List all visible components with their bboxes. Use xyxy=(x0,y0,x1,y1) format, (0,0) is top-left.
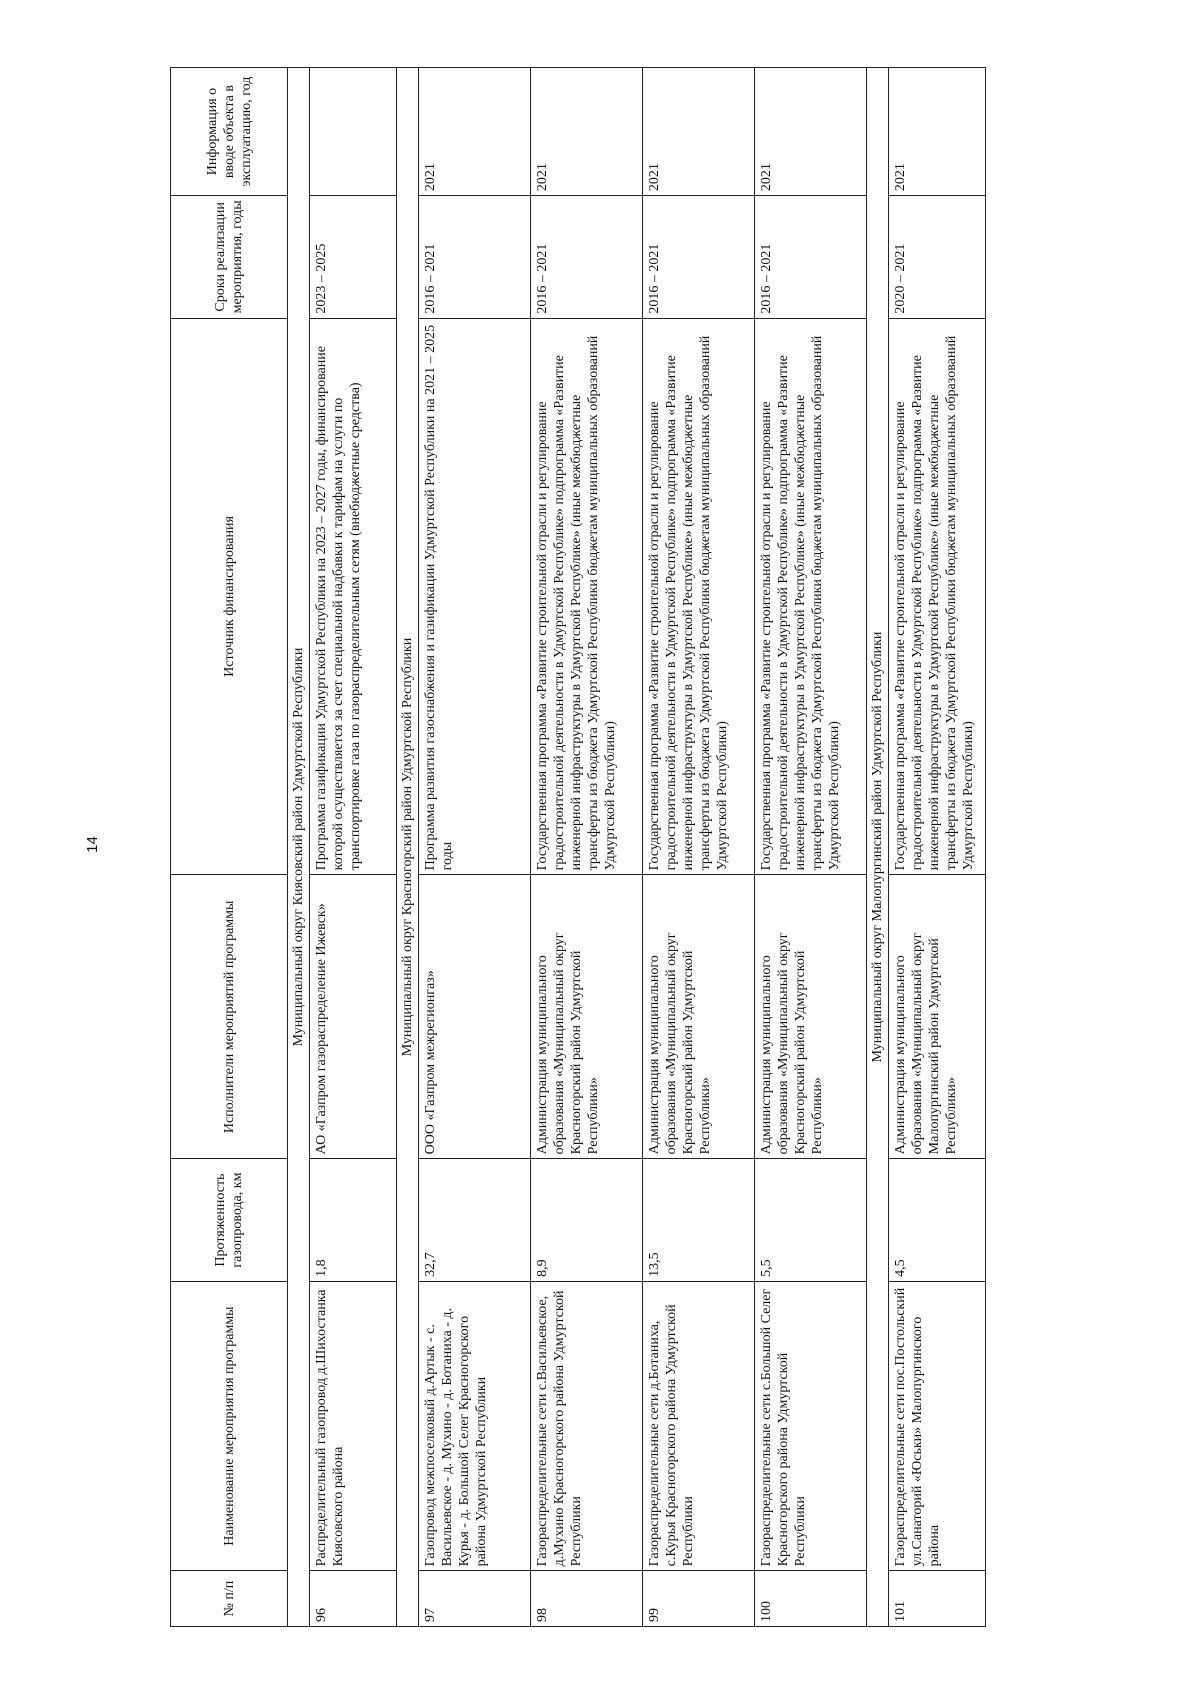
table-row xyxy=(889,68,986,1627)
cell-period: 2016 – 2021 xyxy=(755,196,867,318)
cell-source: Государственная программа «Развитие строительной отрасли и регулирование градостроительной деятельности в Удмуртской Республике» подпрограмма «Развитие инженерной инфраструктуры в Удмуртской Республике» (иные межбюджетные трансферты из бюджета Удмуртской Республики бюджетам муниципальных образований Удмуртской Республики) xyxy=(643,318,755,875)
cell-name: Газораспределительные сети пос.Постольский ул.Санаторий «Юськи» Малопургинского района xyxy=(889,1281,986,1571)
cell-executor: ООО «Газпром межрегионгаз» xyxy=(419,875,531,1159)
header-num: № п/п xyxy=(171,1571,288,1627)
rotated-table-container xyxy=(170,67,1090,1627)
header-source: Источник финансирования xyxy=(171,318,288,875)
cell-name: Газораспределительные сети с.Васильевское, д.Мухино Красногорского района Удмуртской Республики xyxy=(531,1281,643,1571)
cell-commission: 2021 xyxy=(889,68,986,196)
table-row xyxy=(755,68,867,1627)
cell-name: Газораспределительные сети д.Ботаниха, с.Курья Красногорского района Удмуртской Республики xyxy=(643,1281,755,1571)
table-row xyxy=(419,68,531,1627)
cell-executor: АО «Газпром газораспределение Ижевск» xyxy=(310,875,397,1159)
cell-commission: 2021 xyxy=(531,68,643,196)
header-length: Протяженность газопровода, км xyxy=(171,1159,288,1281)
cell-name: Газораспределительные сети с.Большой Селег Красногорского района Удмуртской Республики xyxy=(755,1281,867,1571)
section-row xyxy=(867,68,889,1627)
cell-length: 8,9 xyxy=(531,1159,643,1281)
page-number: 14 xyxy=(83,836,101,853)
cell-name: Распределительный газопровод д.Шихостанка Киясовского района xyxy=(310,1281,397,1571)
cell-source: Государственная программа «Развитие строительной отрасли и регулирование градостроительной деятельности в Удмуртской Республике» подпрограмма «Развитие инженерной инфраструктуры в Удмуртской Республике» (иные межбюджетные трансферты из бюджета Удмуртской Республики бюджетам муниципальных образований Удмуртской Республики) xyxy=(755,318,867,875)
cell-length: 5,5 xyxy=(755,1159,867,1281)
cell-commission: 2021 xyxy=(755,68,867,196)
section-row xyxy=(397,68,419,1627)
cell-executor: Администрация муниципального образования «Муниципальный округ Красногорский район Удмуртской Республики» xyxy=(755,875,867,1159)
gasification-table xyxy=(170,67,986,1627)
cell-executor: Администрация муниципального образования «Муниципальный округ Красногорский район Удмуртской Республики» xyxy=(643,875,755,1159)
table-row xyxy=(531,68,643,1627)
cell-num: 97 xyxy=(419,1571,531,1627)
cell-length: 13,5 xyxy=(643,1159,755,1281)
cell-length: 32,7 xyxy=(419,1159,531,1281)
table-row xyxy=(310,68,397,1627)
cell-period: 2016 – 2021 xyxy=(531,196,643,318)
cell-num: 99 xyxy=(643,1571,755,1627)
cell-commission: 2021 xyxy=(419,68,531,196)
cell-source: Государственная программа «Развитие строительной отрасли и регулирование градостроительной деятельности в Удмуртской Республике» подпрограмма «Развитие инженерной инфраструктуры в Удмуртской Республике» (иные межбюджетные трансферты из бюджета Удмуртской Республики бюджетам муниципальных образований Удмуртской Республики) xyxy=(889,318,986,875)
cell-commission xyxy=(310,68,397,196)
header-commission: Информация о вводе объекта в эксплуатацию, год xyxy=(171,68,288,196)
cell-length: 4,5 xyxy=(889,1159,986,1281)
cell-executor: Администрация муниципального образования «Муниципальный округ Красногорский район Удмуртской Республики» xyxy=(531,875,643,1159)
header-name: Наименование мероприятия программы xyxy=(171,1281,288,1571)
cell-name: Газопровод межпоселковый д.Артык - с. Васильевское - д. Мухино - д. Ботаниха - д. Курья - д. Большой Селег Красногорского района Удмуртской Республики xyxy=(419,1281,531,1571)
table-row xyxy=(643,68,755,1627)
cell-source: Программа развития газоснабжения и газификации Удмуртской Республики на 2021 – 2025 годы xyxy=(419,318,531,875)
cell-period: 2016 – 2021 xyxy=(643,196,755,318)
header-row xyxy=(171,68,288,1627)
section-kiyasovsky: Муниципальный округ Киясовский район Удмуртской Республики xyxy=(288,68,310,1627)
cell-period: 2020 – 2021 xyxy=(889,196,986,318)
section-malopurginsky: Муниципальный округ Малопургинский район Удмуртской Республики xyxy=(867,68,889,1627)
cell-length: 1,8 xyxy=(310,1159,397,1281)
cell-num: 98 xyxy=(531,1571,643,1627)
cell-num: 101 xyxy=(889,1571,986,1627)
section-krasnogorsky: Муниципальный округ Красногорский район Удмуртской Республики xyxy=(397,68,419,1627)
cell-executor: Администрация муниципального образования «Муниципальный округ Малопургинский район Удмуртской Республики» xyxy=(889,875,986,1159)
cell-period: 2016 – 2021 xyxy=(419,196,531,318)
cell-commission: 2021 xyxy=(643,68,755,196)
cell-source: Программа газификации Удмуртской Республики на 2023 – 2027 годы, финансирование которой осуществляется за счет специальной надбавки к тарифам на услуги по транспортировке газа по газораспределительным сетям (внебюджетные средства) xyxy=(310,318,397,875)
cell-num: 96 xyxy=(310,1571,397,1627)
cell-source: Государственная программа «Развитие строительной отрасли и регулирование градостроительной деятельности в Удмуртской Республике» подпрограмма «Развитие инженерной инфраструктуры в Удмуртской Республике» (иные межбюджетные трансферты из бюджета Удмуртской Республики бюджетам муниципальных образований Удмуртской Республики) xyxy=(531,318,643,875)
header-executors: Исполнители мероприятий программы xyxy=(171,875,288,1159)
cell-period: 2023 – 2025 xyxy=(310,196,397,318)
section-row xyxy=(288,68,310,1627)
header-period: Сроки реализации мероприятия, годы xyxy=(171,196,288,318)
cell-num: 100 xyxy=(755,1571,867,1627)
